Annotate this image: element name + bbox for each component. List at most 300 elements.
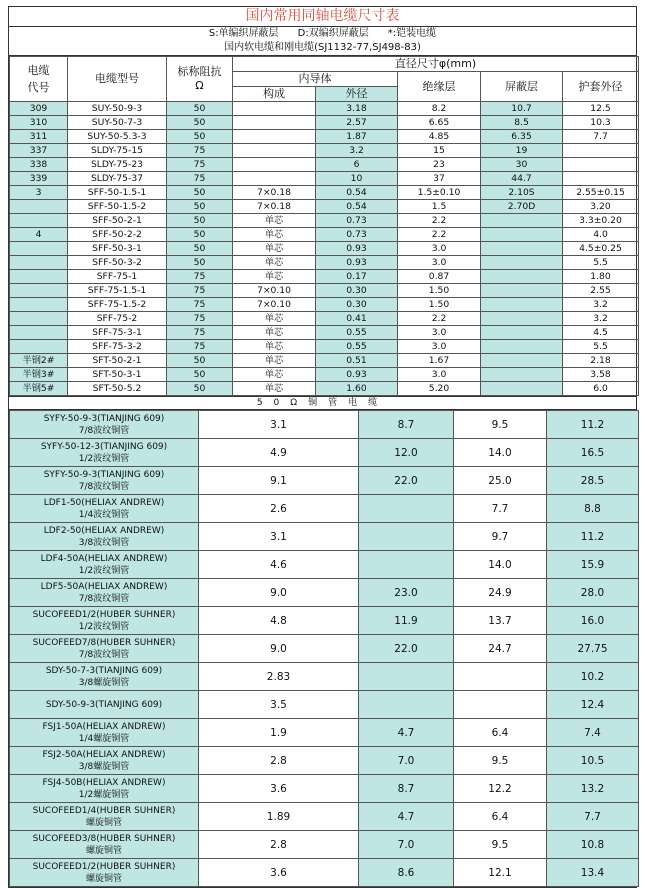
cell-jacket: 13.2 — [547, 775, 639, 803]
cable-model: SUCOFEED1/2(HUBER SUHNER) — [32, 609, 176, 620]
cell-type: SFT-50-3-1 — [68, 368, 167, 382]
cell-insulation: 1.50 — [398, 298, 481, 312]
cell-impedance: 50 — [167, 116, 233, 130]
header-jacket: 护套外径 — [563, 72, 639, 102]
cell-jacket: 3.20 — [563, 200, 639, 214]
cell-outer-diameter: 0.93 — [316, 368, 398, 382]
table-row — [10, 228, 639, 242]
cell-type: SLDY-75-37 — [68, 172, 167, 186]
cell-insulation: 8.6 — [359, 859, 454, 887]
cell-jacket: 12.4 — [547, 691, 639, 719]
cell-jacket: 6.0 — [563, 382, 639, 396]
cell-insulation: 5.20 — [398, 382, 481, 396]
cell-insulation: 1.67 — [398, 354, 481, 368]
header-code — [10, 57, 68, 102]
cell-insulation: 1.5 — [398, 200, 481, 214]
cell-outer-diameter: 1.60 — [316, 382, 398, 396]
cell-structure: 单芯 — [233, 256, 316, 270]
table-row — [10, 495, 639, 523]
cell-code: 半钢3# — [10, 368, 68, 382]
cell-structure — [233, 172, 316, 186]
cable-tube-type: 螺旋铜管 — [85, 845, 122, 856]
cable-model: LDF4-50A(HELIAX ANDREW) — [40, 553, 168, 564]
cell-jacket: 3.2 — [563, 298, 639, 312]
cell-shield: 6.4 — [454, 803, 547, 831]
cell-outer-diameter: 3.6 — [199, 859, 359, 887]
cell-outer-diameter: 9.1 — [199, 467, 359, 495]
cable-tube-type: 螺旋铜管 — [85, 873, 122, 884]
cell-insulation: 23 — [398, 158, 481, 172]
cell-code — [10, 242, 68, 256]
cell-outer-diameter: 3.1 — [199, 523, 359, 551]
cell-code — [10, 326, 68, 340]
cell-jacket: 7.7 — [563, 130, 639, 144]
cell-code — [10, 270, 68, 284]
cell-insulation: 2.2 — [398, 214, 481, 228]
cable-model: LDF1-50(HELIAX ANDREW) — [43, 497, 165, 508]
cell-code: 311 — [10, 130, 68, 144]
cell-shield: 8.5 — [481, 116, 563, 130]
cell-cable-name — [10, 831, 199, 859]
cell-structure — [233, 144, 316, 158]
cell-insulation: 4.85 — [398, 130, 481, 144]
cable-tube-type: 7/8波纹铜管 — [78, 481, 130, 492]
cell-code: 4 — [10, 228, 68, 242]
cell-shield — [481, 312, 563, 326]
cell-shield: 2.70D — [481, 200, 563, 214]
cable-tube-type: 3/8螺旋铜管 — [78, 761, 130, 772]
cell-impedance: 50 — [167, 368, 233, 382]
cell-impedance: 75 — [167, 144, 233, 158]
cell-jacket: 4.5±0.25 — [563, 242, 639, 256]
cell-outer-diameter: 2.6 — [199, 495, 359, 523]
cell-cable-name — [10, 859, 199, 887]
cell-type: SFF-75-1 — [68, 270, 167, 284]
table-row — [10, 214, 639, 228]
cell-cable-name — [10, 439, 199, 467]
cable-model: SYFY-50-9-3(TIANJING 609) — [43, 413, 165, 424]
cell-type: SFF-50-1.5-1 — [68, 186, 167, 200]
cell-jacket: 10.2 — [547, 663, 639, 691]
cable-model: SDY-50-7-3(TIANJING 609) — [45, 665, 163, 676]
cell-outer-diameter: 1.89 — [199, 803, 359, 831]
cell-cable-name — [10, 411, 199, 439]
cell-structure: 单芯 — [233, 214, 316, 228]
cell-jacket: 5.5 — [563, 340, 639, 354]
cell-shield: 9.5 — [454, 411, 547, 439]
header-structure: 构成 — [233, 87, 316, 102]
cell-insulation: 7.0 — [359, 831, 454, 859]
cell-outer-diameter: 0.30 — [316, 298, 398, 312]
cell-type: SLDY-75-23 — [68, 158, 167, 172]
cell-shield: 25.0 — [454, 467, 547, 495]
cell-structure: 单芯 — [233, 242, 316, 256]
table-row — [10, 859, 639, 887]
cell-insulation — [359, 495, 454, 523]
table-row — [10, 200, 639, 214]
cell-cable-name — [10, 495, 199, 523]
cell-type: SFF-75-3-2 — [68, 340, 167, 354]
header-impedance-label: 标称阻抗 — [177, 65, 222, 78]
table-row — [10, 719, 639, 747]
cable-model: LDF5-50A(HELIAX ANDREW) — [40, 581, 168, 592]
cell-shield — [481, 354, 563, 368]
cell-insulation: 8.7 — [359, 775, 454, 803]
copper-tube-cable-table — [9, 410, 639, 887]
table-row — [10, 340, 639, 354]
cell-outer-diameter: 3.1 — [199, 411, 359, 439]
cell-shield: 6.4 — [454, 719, 547, 747]
cell-code: 310 — [10, 116, 68, 130]
table-row — [10, 831, 639, 859]
cell-insulation: 2.2 — [398, 228, 481, 242]
header-code-bottom: 代号 — [27, 81, 50, 94]
cell-jacket: 5.5 — [563, 256, 639, 270]
cell-shield — [454, 663, 547, 691]
cell-type: SFF-75-2 — [68, 312, 167, 326]
cell-cable-name — [10, 803, 199, 831]
cell-shield: 44.7 — [481, 172, 563, 186]
cell-jacket: 7.7 — [547, 803, 639, 831]
cell-outer-diameter: 10 — [316, 172, 398, 186]
cable-model: SUCOFEED1/2(HUBER SUHNER) — [32, 861, 176, 872]
cell-code: 337 — [10, 144, 68, 158]
cell-outer-diameter: 1.87 — [316, 130, 398, 144]
cell-insulation: 15 — [398, 144, 481, 158]
cell-insulation: 11.9 — [359, 607, 454, 635]
cell-structure — [233, 158, 316, 172]
cell-type: SFT-50-2-1 — [68, 354, 167, 368]
cell-outer-diameter: 1.9 — [199, 719, 359, 747]
header-type: 电缆型号 — [68, 57, 167, 102]
table-row — [10, 747, 639, 775]
cable-tube-type: 3/8螺旋铜管 — [78, 677, 130, 688]
cell-impedance: 75 — [167, 312, 233, 326]
header-impedance — [167, 57, 233, 102]
cell-insulation: 3.0 — [398, 368, 481, 382]
cell-shield: 30 — [481, 158, 563, 172]
cell-shield: 19 — [481, 144, 563, 158]
cell-code: 338 — [10, 158, 68, 172]
cell-cable-name — [10, 579, 199, 607]
cell-jacket: 28.0 — [547, 579, 639, 607]
cell-outer-diameter: 3.6 — [199, 775, 359, 803]
cell-impedance: 50 — [167, 228, 233, 242]
table-row — [10, 368, 639, 382]
cell-code — [10, 214, 68, 228]
cell-jacket: 10.3 — [563, 116, 639, 130]
standard-reference: 国内软电缆和刚电缆(SJ1132-77,SJ498-83) — [9, 41, 636, 56]
table-row — [10, 775, 639, 803]
cell-shield: 13.7 — [454, 607, 547, 635]
cell-insulation: 7.0 — [359, 747, 454, 775]
cell-code: 309 — [10, 102, 68, 116]
table-row — [10, 116, 639, 130]
header-shield: 屏蔽层 — [481, 72, 563, 102]
cell-shield — [481, 326, 563, 340]
cell-insulation: 2.2 — [398, 312, 481, 326]
table-row — [10, 803, 639, 831]
cell-cable-name — [10, 551, 199, 579]
cell-outer-diameter: 2.83 — [199, 663, 359, 691]
cell-code — [10, 200, 68, 214]
cell-jacket: 15.9 — [547, 551, 639, 579]
cell-jacket: 8.8 — [547, 495, 639, 523]
cell-jacket: 13.4 — [547, 859, 639, 887]
cell-insulation: 3.0 — [398, 340, 481, 354]
cell-impedance: 75 — [167, 158, 233, 172]
cell-shield: 12.2 — [454, 775, 547, 803]
cell-impedance: 50 — [167, 200, 233, 214]
cell-outer-diameter: 4.8 — [199, 607, 359, 635]
cell-impedance: 75 — [167, 270, 233, 284]
cell-structure — [233, 130, 316, 144]
cell-shield — [481, 242, 563, 256]
cell-insulation — [359, 663, 454, 691]
cell-insulation: 3.0 — [398, 326, 481, 340]
table-row — [10, 256, 639, 270]
table-row — [10, 551, 639, 579]
table-row — [10, 284, 639, 298]
cell-jacket: 10.8 — [547, 831, 639, 859]
soft-rigid-cable-table — [9, 56, 639, 396]
cable-tube-type: 3/8波纹铜管 — [78, 537, 130, 548]
cell-impedance: 75 — [167, 340, 233, 354]
cell-type: SUY-50-7-3 — [68, 116, 167, 130]
cell-type: SFF-75-3-1 — [68, 326, 167, 340]
header-code-top: 电缆 — [27, 64, 50, 77]
cell-jacket: 10.5 — [547, 747, 639, 775]
table-row — [10, 467, 639, 495]
cell-jacket: 4.5 — [563, 326, 639, 340]
cell-outer-diameter: 6 — [316, 158, 398, 172]
cell-impedance: 50 — [167, 382, 233, 396]
cable-model: FSJ4-50B(HELIAX ANDREW) — [42, 777, 166, 788]
cell-jacket: 16.0 — [547, 607, 639, 635]
cell-code: 半钢2# — [10, 354, 68, 368]
cable-model: FSJ1-50A(HELIAX ANDREW) — [42, 721, 166, 732]
cell-shield: 10.7 — [481, 102, 563, 116]
cell-outer-diameter: 0.30 — [316, 284, 398, 298]
cell-insulation: 23.0 — [359, 579, 454, 607]
cell-shield — [481, 298, 563, 312]
cable-dimension-sheet — [8, 6, 637, 888]
cell-structure: 单芯 — [233, 354, 316, 368]
header-inner-conductor: 内导体 — [233, 72, 398, 87]
cell-structure: 单芯 — [233, 368, 316, 382]
cell-jacket: 27.75 — [547, 635, 639, 663]
cell-shield: 14.0 — [454, 551, 547, 579]
cell-outer-diameter: 3.18 — [316, 102, 398, 116]
cell-insulation: 4.7 — [359, 803, 454, 831]
cell-outer-diameter: 4.6 — [199, 551, 359, 579]
cell-cable-name — [10, 775, 199, 803]
cell-cable-name — [10, 691, 199, 719]
cell-insulation: 3.0 — [398, 256, 481, 270]
cable-model: SUCOFEED7/8(HUBER SUHNER) — [32, 637, 176, 648]
cell-impedance: 50 — [167, 102, 233, 116]
cell-jacket: 2.18 — [563, 354, 639, 368]
table-row — [10, 186, 639, 200]
cell-impedance: 50 — [167, 214, 233, 228]
cell-code — [10, 256, 68, 270]
cable-model: SYFY-50-9-3(TIANJING 609) — [43, 469, 165, 480]
cell-insulation: 22.0 — [359, 635, 454, 663]
cell-shield — [481, 340, 563, 354]
cell-shield: 12.1 — [454, 859, 547, 887]
table-row — [10, 172, 639, 186]
cable-model: LDF2-50(HELIAX ANDREW) — [43, 525, 165, 536]
cell-type: SFF-50-3-2 — [68, 256, 167, 270]
cell-code — [10, 340, 68, 354]
cell-shield: 6.35 — [481, 130, 563, 144]
cell-jacket: 7.4 — [547, 719, 639, 747]
table-row — [10, 130, 639, 144]
cell-jacket: 28.5 — [547, 467, 639, 495]
table-row — [10, 326, 639, 340]
table-row — [10, 411, 639, 439]
cell-jacket: 3.58 — [563, 368, 639, 382]
cell-cable-name — [10, 607, 199, 635]
cell-cable-name — [10, 663, 199, 691]
cell-type: SFT-50-5.2 — [68, 382, 167, 396]
cell-outer-diameter: 0.73 — [316, 214, 398, 228]
cell-structure: 单芯 — [233, 270, 316, 284]
cell-jacket — [563, 172, 639, 186]
cell-jacket: 1.80 — [563, 270, 639, 284]
cable-tube-type: 1/4波纹铜管 — [78, 509, 130, 520]
cell-jacket: 12.5 — [563, 102, 639, 116]
cell-structure: 7×0.18 — [233, 200, 316, 214]
cell-outer-diameter: 9.0 — [199, 579, 359, 607]
cell-shield: 9.5 — [454, 747, 547, 775]
cell-outer-diameter: 3.5 — [199, 691, 359, 719]
cell-shield: 9.7 — [454, 523, 547, 551]
table-row — [10, 382, 639, 396]
table-row — [10, 242, 639, 256]
cell-structure: 单芯 — [233, 312, 316, 326]
cell-outer-diameter: 9.0 — [199, 635, 359, 663]
cell-outer-diameter: 0.73 — [316, 228, 398, 242]
table-row — [10, 312, 639, 326]
cell-type: SUY-50-9-3 — [68, 102, 167, 116]
cell-jacket: 16.5 — [547, 439, 639, 467]
cell-impedance: 50 — [167, 242, 233, 256]
cell-type: SFF-50-2-1 — [68, 214, 167, 228]
cell-structure — [233, 102, 316, 116]
cell-code — [10, 284, 68, 298]
page-title: 国内常用同轴电缆尺寸表 — [9, 7, 636, 27]
cell-cable-name — [10, 747, 199, 775]
cell-impedance: 75 — [167, 172, 233, 186]
cell-type: SFF-50-3-1 — [68, 242, 167, 256]
table-header-row-1 — [10, 57, 639, 72]
cell-impedance: 50 — [167, 354, 233, 368]
cell-code: 半钢5# — [10, 382, 68, 396]
cell-shield: 14.0 — [454, 439, 547, 467]
cell-type: SFF-50-1.5-2 — [68, 200, 167, 214]
cable-tube-type: 7/8波纹铜管 — [78, 425, 130, 436]
cable-model: SDY-50-9-3(TIANJING 609) — [45, 699, 163, 710]
cell-shield: 9.5 — [454, 831, 547, 859]
cable-tube-type: 1/2波纹铜管 — [78, 565, 130, 576]
cell-insulation — [359, 551, 454, 579]
cell-structure — [233, 116, 316, 130]
table-row — [10, 102, 639, 116]
cell-impedance: 50 — [167, 256, 233, 270]
cell-outer-diameter: 4.9 — [199, 439, 359, 467]
cell-shield — [481, 284, 563, 298]
cell-insulation — [359, 523, 454, 551]
cable-tube-type: 7/8波纹铜管 — [78, 649, 130, 660]
table-row — [10, 635, 639, 663]
table-row — [10, 579, 639, 607]
cable-tube-type: 1/4螺旋铜管 — [78, 733, 130, 744]
table-row — [10, 270, 639, 284]
cable-model: SUCOFEED3/8(HUBER SUHNER) — [32, 833, 176, 844]
cell-type: SFF-75-1.5-2 — [68, 298, 167, 312]
cell-structure: 7×0.18 — [233, 186, 316, 200]
cell-jacket — [563, 144, 639, 158]
table-row — [10, 523, 639, 551]
cable-model: SUCOFEED1/4(HUBER SUHNER) — [32, 805, 176, 816]
cell-code: 339 — [10, 172, 68, 186]
cell-jacket: 11.2 — [547, 411, 639, 439]
cell-cable-name — [10, 467, 199, 495]
cell-outer-diameter: 0.51 — [316, 354, 398, 368]
table-row — [10, 298, 639, 312]
cable-tube-type: 1/2螺旋铜管 — [78, 789, 130, 800]
cell-shield — [481, 270, 563, 284]
cell-insulation: 0.87 — [398, 270, 481, 284]
header-dims: 直径尺寸φ(mm) — [233, 57, 639, 72]
copper-tube-section-title: 50Ω铜管电缆 — [9, 396, 636, 410]
cell-jacket: 2.55 — [563, 284, 639, 298]
cell-insulation: 3.0 — [398, 242, 481, 256]
table-row — [10, 663, 639, 691]
cell-outer-diameter: 2.57 — [316, 116, 398, 130]
cell-shield — [481, 228, 563, 242]
table-row — [10, 354, 639, 368]
header-insulation: 绝缘层 — [398, 72, 481, 102]
cell-structure: 7×0.10 — [233, 298, 316, 312]
cell-insulation: 22.0 — [359, 467, 454, 495]
cell-code — [10, 312, 68, 326]
cell-outer-diameter: 0.93 — [316, 256, 398, 270]
cell-jacket: 4.0 — [563, 228, 639, 242]
cell-shield: 7.7 — [454, 495, 547, 523]
cell-outer-diameter: 2.8 — [199, 831, 359, 859]
cell-shield: 2.10S — [481, 186, 563, 200]
cell-structure: 7×0.10 — [233, 284, 316, 298]
cell-insulation: 6.65 — [398, 116, 481, 130]
table-row — [10, 439, 639, 467]
table-row — [10, 691, 639, 719]
cell-outer-diameter: 0.41 — [316, 312, 398, 326]
cell-outer-diameter: 2.8 — [199, 747, 359, 775]
cell-cable-name — [10, 635, 199, 663]
header-impedance-unit: Ω — [195, 79, 204, 92]
cell-insulation: 1.5±0.10 — [398, 186, 481, 200]
cell-structure: 单芯 — [233, 326, 316, 340]
cell-code — [10, 298, 68, 312]
cell-type: SLDY-75-15 — [68, 144, 167, 158]
cell-cable-name — [10, 523, 199, 551]
cell-shield — [481, 214, 563, 228]
header-outer-diameter: 外径 — [316, 87, 398, 102]
cell-jacket: 11.2 — [547, 523, 639, 551]
cable-tube-type: 7/8波纹铜管 — [78, 593, 130, 604]
